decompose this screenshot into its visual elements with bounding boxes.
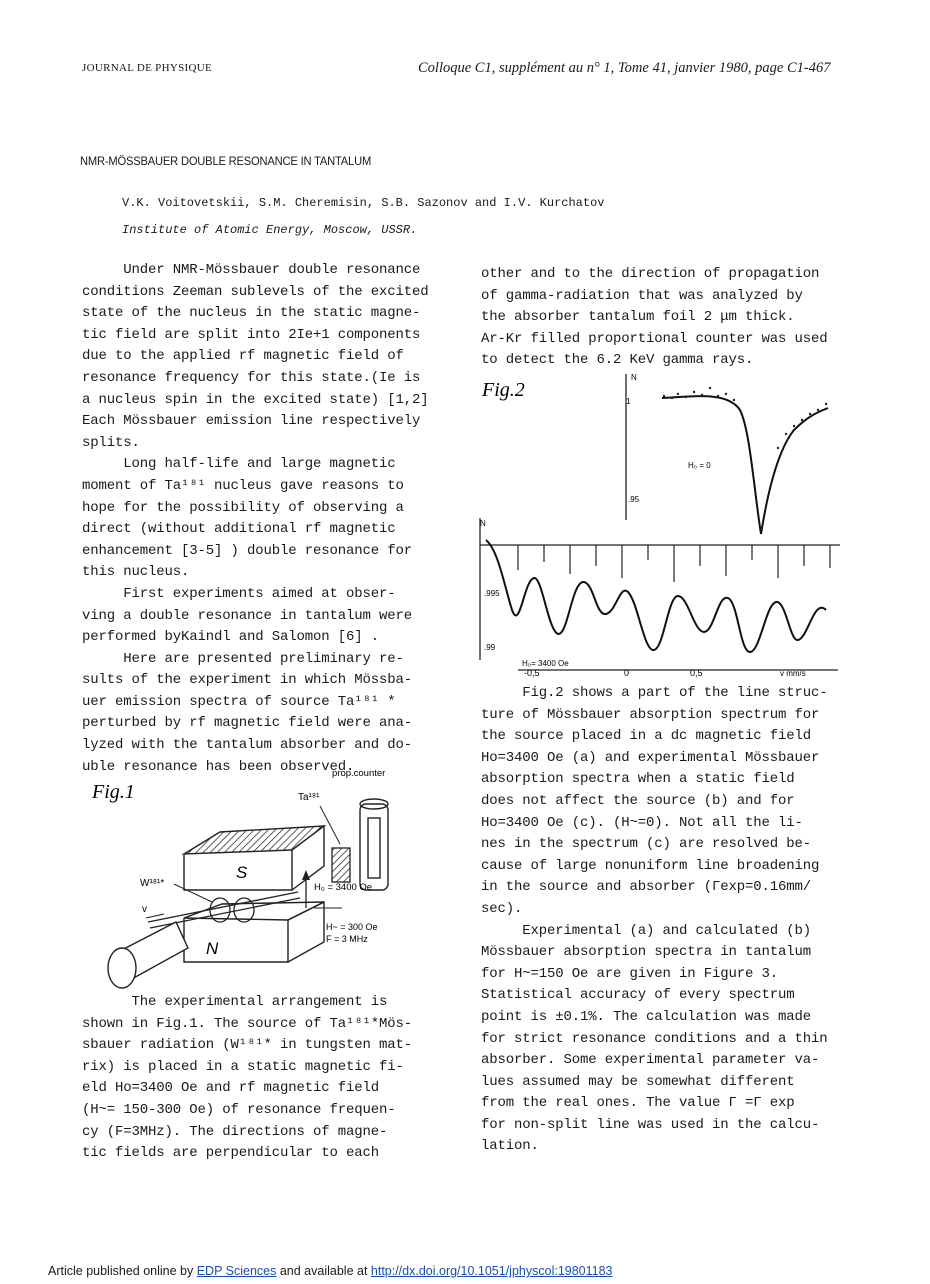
fig2a-h0-label: H₀ = 0 xyxy=(688,461,711,470)
body-text-left-top: Under NMR-Mössbauer double resonance conditions Zeeman sublevels of the excited state of the nucleus in the static magne- tic field are split into 2Ie+1 components due to the applied rf magnetic field of resonance frequency for this state.(Ie is a nucleus spin in the excited state) [1,2] Each Mössbauer emission line respectively splits. Long half-life and large magnetic moment of Ta¹⁸¹ nucleus gave reasons to hope for the possibility of observing a direct (without additional rf magnetic enhancement [3-5] ) double resonance for this nucleus. First experiments aimed at obser- ving a double resonance in tantalum were performed byKaindl and Salomon [6] . Here are presented preliminary re- sults of the experiment in which Mössba- uer emission spectra of source Ta¹⁸¹ * perturbed by rf magnetic field were ana- lyzed with the tantalum absorber and do- uble resonance has been observed. xyxy=(82,262,429,775)
body-text-right-bottom: Fig.2 shows a part of the line struc- ture of Mössbauer absorption spectrum for the source placed in a dc magnetic field Ho=3400 Oe (a) and experimental Mössbauer absorption spectra when a static field does not affect the source (b) and for Ho=3400 Oe (c). (H~=0). Not all the li- nes in the spectrum (c) are resolved be- cause of large nonuniform line broadening in the source and absorber (Γexp=0.16mm/ sec). Experimental (a) and calculated (b) Mössbauer absorption spectra in tantalum for H~=150 Oe are given in Figure 3. Statistical accuracy of every spectrum point is ±0.1%. The calculation was made for strict resonance conditions and a thin absorber. Some experimental parameter va- lues assumed may be somewhat different from the real ones. The value Γ =Γ exp for non-split line was used in the calcu- lation. xyxy=(481,685,828,1155)
ta181-absorber xyxy=(332,848,350,882)
drive-cylinder xyxy=(108,922,188,988)
h-rf-label: H~ = 300 Oe xyxy=(326,922,378,932)
footer-prefix: Article published online by xyxy=(48,1264,197,1278)
fig1-apparatus-diagram xyxy=(88,762,448,994)
ta181-label: Ta¹⁸¹ xyxy=(298,792,320,803)
fig2-x-tick-05: 0,5 xyxy=(690,668,703,678)
h0-label: H₀ = 3400 Oe xyxy=(314,882,373,893)
fig2-x-unit: v mm/s xyxy=(780,669,806,678)
fig2c-h0-label: H₀= 3400 Oe xyxy=(522,659,569,668)
s-pole-label: S xyxy=(236,863,248,882)
n-pole-label: N xyxy=(206,939,219,958)
fig2c-tick-995: .995 xyxy=(484,589,500,598)
paper-title: NMR-MÖSSBAUER DOUBLE RESONANCE IN TANTALUM xyxy=(80,154,372,168)
colloque-reference: Colloque C1, supplément au n° 1, Tome 41, janvier 1980, page C1-467 xyxy=(418,60,831,76)
ta181-pointer xyxy=(320,806,340,844)
velocity-label: v xyxy=(142,904,147,915)
fig2c-spectrum-curve xyxy=(486,540,826,652)
fig2a-axis-n: N xyxy=(631,373,637,382)
h0-arrowhead xyxy=(302,870,310,880)
fig2a-tick-1: 1 xyxy=(626,397,631,406)
fig2a-tick-95: .95 xyxy=(628,495,640,504)
fig2b-line-markers xyxy=(518,545,830,582)
velocity-arrow xyxy=(146,914,164,918)
fig1-label: Fig.1 xyxy=(92,781,135,803)
magnet-s-pole xyxy=(184,826,324,890)
fig2a-spectrum-curve xyxy=(662,396,828,534)
body-text-left-bottom: The experimental arrangement is shown in Fig.1. The source of Ta¹⁸¹*Mös- sbauer radiation (W¹⁸¹* in tungsten mat- rix) is placed in a static magnetic fi- eld Ho=3400 Oe and rf magnetic field (H~= 150-300 Oe) of resonance frequen- cy (F=3MHz). The directions of magne- tic fields are perpendicular to each xyxy=(82,994,413,1162)
fig2-x-tick-0: 0 xyxy=(624,668,630,678)
fig2-spectra-chart xyxy=(478,370,850,682)
freq-label: F = 3 MHz xyxy=(326,934,368,944)
w181-label: W¹⁸¹* xyxy=(140,878,165,889)
journal-name: JOURNAL DE PHYSIQUE xyxy=(82,62,212,74)
footer-middle: and available at xyxy=(276,1264,371,1278)
fig2c-tick-99: .99 xyxy=(484,643,496,652)
footer-citation xyxy=(48,1264,613,1278)
paper-authors: V.K. Voitovetskii, S.M. Cheremisin, S.B. Sazonov and I.V. Kurchatov xyxy=(122,196,605,210)
prop-counter-label: prop.counter xyxy=(332,768,386,779)
fig2-label: Fig.2 xyxy=(482,379,525,401)
w181-pointer xyxy=(174,884,212,902)
paper-institute: Institute of Atomic Energy, Moscow, USSR. xyxy=(122,223,418,237)
body-text-right-top: other and to the direction of propagation of gamma-radiation that was analyzed by the absorber tantalum foil 2 μm thick. Ar-Kr filled proportional counter was used to detect the 6.2 KeV gamma rays. xyxy=(481,266,828,369)
edp-sciences-link[interactable]: EDP Sciences xyxy=(196,1264,277,1278)
proportional-counter xyxy=(360,799,388,890)
rf-coil xyxy=(148,892,300,928)
doi-link[interactable]: http://dx.doi.org/10.1051/jphyscol:19801183 xyxy=(370,1264,613,1278)
fig2bc-axis-n: N xyxy=(480,519,486,528)
fig2-x-tick-m05: -0,5 xyxy=(524,668,540,678)
